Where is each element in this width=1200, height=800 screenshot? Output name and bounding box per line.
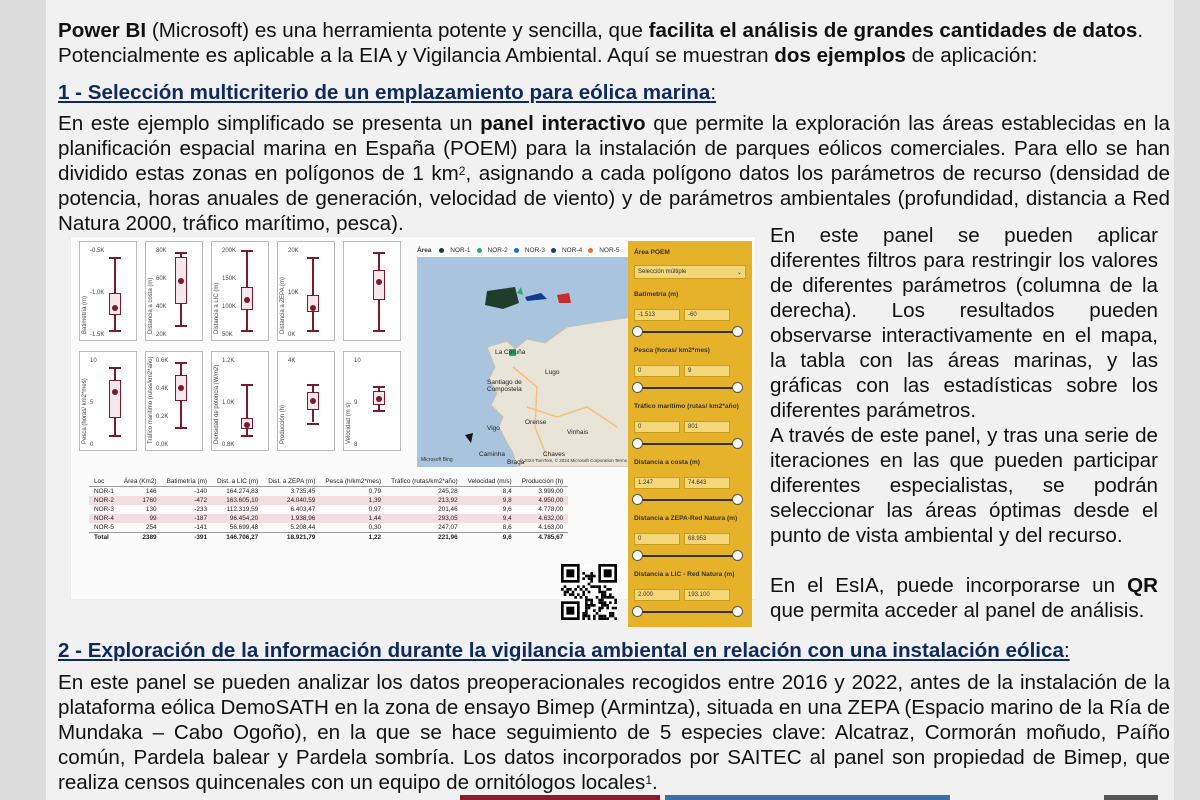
map-credit-text: © 2024 TomTom, © 2024 Microsoft Corporation Terms bbox=[519, 458, 627, 463]
table-cell: 4.778,00 bbox=[538, 506, 564, 513]
table-cell: 146.706,27 bbox=[212, 533, 263, 543]
chart-tick: 1.0K bbox=[222, 400, 235, 406]
row2-chart bbox=[211, 351, 269, 451]
chart-ylabel: Distancia a ZEPA (m) bbox=[280, 277, 286, 334]
intro-text: Potencialmente es aplicable a la EIA y Vigilancia Ambiental. Aquí se muestran bbox=[58, 44, 775, 67]
chart-tick: 10 bbox=[90, 358, 97, 364]
table-row bbox=[89, 487, 568, 497]
filter-max-input: -60 bbox=[684, 309, 730, 321]
row2-chart bbox=[343, 351, 401, 451]
whisker-cap bbox=[307, 257, 319, 259]
table-cell: 5.208,44 bbox=[290, 524, 316, 531]
table-cell: 4.785,67 bbox=[517, 533, 569, 543]
filter-min-input: 0 bbox=[634, 421, 680, 433]
chart-tick: 0.2K bbox=[156, 414, 169, 420]
side-text-b bbox=[770, 423, 1158, 548]
side-text-a bbox=[770, 223, 1158, 423]
table-cell: 1,22 bbox=[320, 533, 386, 543]
table-cell: 146 bbox=[145, 488, 157, 495]
bing-brand: Microsoft Bing bbox=[421, 457, 453, 463]
row1-chart bbox=[145, 241, 203, 341]
whisker-cap bbox=[175, 362, 187, 364]
whisker-cap bbox=[109, 330, 121, 332]
table-cell: Total bbox=[89, 533, 119, 543]
table-cell: 99 bbox=[119, 514, 162, 523]
table-cell: NOR-4 bbox=[89, 514, 119, 523]
whisker-cap bbox=[307, 384, 319, 386]
table-header: Dist. a LIC (m) bbox=[212, 477, 263, 487]
map-label: Vinhais bbox=[567, 429, 589, 436]
legend-dot bbox=[551, 248, 556, 253]
chart-ylabel: Producción (h) bbox=[280, 404, 286, 444]
table-row bbox=[89, 496, 568, 505]
chart-ylabel: Tráfico marítimo (rutas/km2*año) bbox=[148, 356, 154, 444]
legend-item: NOR-4 bbox=[551, 247, 582, 254]
table-cell: 8,6 bbox=[502, 524, 512, 531]
table-body bbox=[89, 487, 568, 543]
intro-bold: facilita el análisis de grandes cantidades de datos bbox=[648, 19, 1138, 42]
slider-handle-max[interactable] bbox=[732, 326, 743, 337]
slider-handle-min[interactable] bbox=[632, 550, 643, 561]
filter-title: Distancia a ZEPA-Red Natura (m) bbox=[634, 515, 738, 522]
side-text: En el EsIA, puede incorporarse un bbox=[770, 574, 1128, 597]
areas-table bbox=[89, 477, 568, 542]
section1-text: En este ejemplo simplificado se presenta un bbox=[58, 112, 481, 135]
table-cell: 24.040,59 bbox=[263, 496, 320, 505]
legend-item: NOR-2 bbox=[477, 247, 508, 254]
map[interactable] bbox=[417, 257, 631, 467]
chart-tick: 10 bbox=[354, 358, 361, 364]
median-point bbox=[178, 278, 184, 284]
chart-tick: 80K bbox=[156, 248, 167, 254]
table-cell: NOR-3 bbox=[94, 506, 114, 513]
row2-chart bbox=[145, 351, 203, 451]
whisker-cap bbox=[307, 330, 319, 332]
whisker bbox=[312, 257, 314, 330]
chart-tick: 20K bbox=[156, 332, 167, 338]
table-cell: 201,46 bbox=[438, 506, 458, 513]
legend-dot bbox=[514, 248, 519, 253]
left-margin bbox=[0, 0, 46, 800]
chart-tick: 0.8K bbox=[222, 442, 235, 448]
whisker-cap bbox=[373, 410, 385, 412]
chart-tick: -0.5K bbox=[90, 248, 105, 254]
whisker-cap bbox=[241, 250, 253, 252]
intro-paragraph bbox=[58, 18, 1170, 68]
intro-text: (Microsoft) es una herramienta potente y sencilla, que bbox=[146, 19, 649, 42]
map-label: La Coruña bbox=[495, 349, 526, 356]
chart-tick: 9 bbox=[354, 400, 358, 406]
chart-tick: 40K bbox=[156, 304, 167, 310]
qr-code[interactable] bbox=[561, 564, 617, 620]
filter-min-input: 2.000 bbox=[634, 589, 680, 601]
table-cell: -391 bbox=[162, 533, 212, 543]
table-cell: NOR-5 bbox=[94, 524, 114, 531]
chart-ylabel: Distancia a LIC (m) bbox=[214, 282, 220, 334]
chart-tick: 150K bbox=[222, 276, 237, 282]
filter-title: Batimetría (m) bbox=[634, 291, 679, 298]
heading-colon: : bbox=[1063, 639, 1070, 662]
table-cell: 221,96 bbox=[386, 533, 463, 543]
table-header: Loc bbox=[89, 477, 119, 487]
bottom-image-red bbox=[460, 795, 660, 800]
qr-code-pattern bbox=[561, 564, 617, 620]
poem-dropdown[interactable] bbox=[634, 265, 746, 279]
chart-tick: 0.0K bbox=[156, 442, 169, 448]
slider-handle-min[interactable] bbox=[632, 606, 643, 617]
chart-tick: 8 bbox=[354, 442, 358, 448]
heading-colon: : bbox=[710, 81, 717, 104]
table-cell: 213,92 bbox=[386, 496, 463, 505]
table-cell: 1,39 bbox=[320, 496, 386, 505]
table-row bbox=[89, 505, 568, 514]
row1-chart bbox=[277, 241, 335, 341]
side-text: A través de este panel, y tras una serie de iteraciones en las que pueden participar diferentes especialistas, se podrán seleccionar las áreas óptimas desde el punto de vista ambiental y del recurso. bbox=[770, 424, 1158, 547]
whisker-cap bbox=[109, 367, 121, 369]
legend-dot bbox=[588, 248, 593, 253]
table-cell: 6.403,47 bbox=[290, 506, 316, 513]
whisker-cap bbox=[175, 325, 187, 327]
table-row bbox=[89, 523, 568, 533]
bottom-image-qr bbox=[1104, 795, 1158, 800]
table-cell: 4.950,00 bbox=[517, 496, 569, 505]
table-cell: -140 bbox=[194, 488, 208, 495]
chart-tick: 0.4K bbox=[156, 386, 169, 392]
table-header: Velocidad (m/s) bbox=[463, 477, 517, 487]
section2-heading-text: 2 - Exploración de la información durante la vigilancia ambiental en relación con una instalación eólica bbox=[58, 639, 1064, 662]
intro-bold: dos ejemplos bbox=[774, 44, 906, 67]
table-cell: 1,44 bbox=[320, 514, 386, 523]
map-label: Lugo bbox=[545, 369, 560, 376]
filter-max-input: 193.100 bbox=[684, 589, 730, 601]
table-cell: -187 bbox=[162, 514, 212, 523]
section2-text: En este panel se pueden analizar los datos preoperacionales recogidos entre 2016 y 2022, antes de la instalación de la plataforma eólica DemoSATH en la zona de ensayo Bimep (Armintza), situada en una ZEPA (Espacio marino de la Ría de Mundaka – Cabo Ogoño), en la que se hace seguimiento de 5 especies clave: Alcatraz, Cormorán moñudo, Paíño común, Pardela balear y Pardela sombría. Los datos incorporados por SAITEC al panel son propiedad de Bimep, que realiza censos quincenales con un equipo de ornitólogos locales bbox=[58, 671, 1170, 794]
slider-handle-max[interactable] bbox=[732, 606, 743, 617]
slider-handle-max[interactable] bbox=[732, 438, 743, 449]
table-cell: 2389 bbox=[119, 533, 162, 543]
table-cell: -141 bbox=[194, 524, 208, 531]
table-cell: 9,6 bbox=[502, 506, 512, 513]
box-iqr bbox=[109, 380, 121, 419]
table-cell: 1.938,96 bbox=[263, 514, 320, 523]
table-header: Área (Km2) bbox=[119, 477, 162, 487]
section2-paragraph bbox=[58, 670, 1170, 795]
superscript: 2 bbox=[458, 164, 466, 178]
powerbi-dashboard bbox=[70, 236, 756, 600]
table-cell: 0,79 bbox=[368, 488, 382, 495]
table-cell: 254 bbox=[145, 524, 157, 531]
footnote-ref: 1 bbox=[645, 773, 653, 787]
slider-handle-min[interactable] bbox=[632, 382, 643, 393]
slider-track bbox=[636, 331, 740, 333]
legend-items bbox=[439, 247, 625, 254]
chart-tick: 5 bbox=[90, 400, 94, 406]
legend-dot bbox=[477, 248, 482, 253]
chart-tick: 60K bbox=[156, 276, 167, 282]
table-cell: 247,07 bbox=[438, 524, 458, 531]
row1-chart bbox=[79, 241, 137, 341]
bing-logo bbox=[421, 457, 453, 463]
section1-heading bbox=[58, 80, 716, 105]
table-cell: 56.699,48 bbox=[229, 524, 259, 531]
median-point bbox=[244, 297, 250, 303]
filter-max-input: 74.643 bbox=[684, 477, 730, 489]
table-row bbox=[89, 514, 568, 523]
filter-title: Pesca (horas/ km2*mes) bbox=[634, 347, 710, 354]
filter-min-input: 0 bbox=[634, 365, 680, 377]
table-header: Producción (h) bbox=[517, 477, 569, 487]
whisker-cap bbox=[373, 386, 385, 388]
table-cell: 0,97 bbox=[368, 506, 382, 513]
chart-ylabel: Batimetría (m) bbox=[82, 295, 88, 334]
table-header: Tráfico (rutas/km2*año) bbox=[386, 477, 463, 487]
chart-ylabel: Pesca (horas/ km2*mes) bbox=[82, 378, 88, 444]
table-cell: 96.454,20 bbox=[212, 514, 263, 523]
table-cell: 130 bbox=[145, 506, 157, 513]
right-margin bbox=[1174, 0, 1200, 800]
filter-title: Tráfico marítimo (rutas/ km2*año) bbox=[634, 403, 739, 410]
bottom-image-blue bbox=[665, 795, 950, 800]
map-label: Orense bbox=[525, 419, 547, 426]
table-cell: 4.163,00 bbox=[538, 524, 564, 531]
whisker-cap bbox=[373, 252, 385, 254]
section2-text: . bbox=[652, 771, 658, 794]
slider-track bbox=[636, 443, 740, 445]
table-header: Pesca (h/km2*mes) bbox=[320, 477, 386, 487]
filter-max-input: 801 bbox=[684, 421, 730, 433]
whisker-cap bbox=[307, 423, 319, 425]
chevron-down-icon: ⌄ bbox=[736, 270, 742, 276]
whisker-cap bbox=[175, 252, 187, 254]
table-cell: 0,30 bbox=[368, 524, 382, 531]
legend-item: NOR-3 bbox=[514, 247, 545, 254]
slider-track bbox=[636, 611, 740, 613]
whisker-cap bbox=[241, 384, 253, 386]
filter-min-input: 0 bbox=[634, 533, 680, 545]
map-legend bbox=[417, 247, 631, 254]
slider-track bbox=[636, 387, 740, 389]
chart-ylabel: Distancia a costa (m) bbox=[148, 277, 154, 334]
whisker-cap bbox=[373, 330, 385, 332]
side-text-c bbox=[770, 573, 1158, 623]
chart-tick: 10K bbox=[288, 290, 299, 296]
chart-ylabel: Densidad de potencia (W/m2) bbox=[214, 364, 220, 444]
intro-text: . bbox=[1137, 19, 1144, 42]
filter-max-input: 68.953 bbox=[684, 533, 730, 545]
table-cell: 1760 bbox=[119, 496, 162, 505]
table-cell: 164.274,83 bbox=[226, 488, 259, 495]
chart-tick: 0 bbox=[90, 442, 94, 448]
table-cell: 9,8 bbox=[463, 496, 517, 505]
map-graphic bbox=[417, 257, 631, 467]
chart-tick: 20K bbox=[288, 248, 299, 254]
filter-title: Distancia a LIC - Red Natura (m) bbox=[634, 571, 735, 578]
intro-text: de aplicación: bbox=[905, 44, 1038, 67]
map-label: Santiago de Compostela bbox=[487, 379, 522, 393]
table-cell: 293,05 bbox=[386, 514, 463, 523]
slider-track bbox=[636, 555, 740, 557]
section1-heading-text: 1 - Selección multicriterio de un emplazamiento para eólica marina bbox=[58, 81, 711, 104]
table-cell: 8,4 bbox=[502, 488, 512, 495]
map-label: Vigo bbox=[487, 425, 500, 432]
section1-text: que permite la exploración las áreas establecidas en la planificación espacial marina en España (POEM) para la instalación de parques eólicos comerciales. Para ello se han dividido estas zonas en polígonos de 1 km bbox=[58, 112, 1170, 185]
section2-heading bbox=[58, 638, 1070, 663]
filter-min-input: -1.513 bbox=[634, 309, 680, 321]
filter-title: Distancia a costa (m) bbox=[634, 459, 700, 466]
side-text: En este panel se pueden aplicar diferentes filtros para restringir los valores de diferentes parámetros (columna de la derecha). Los resultados pueden observarse interactivamente en el mapa, la tabla con las áreas marinas, y las gráficas con las estadísticas sobre los diferentes parámetros. bbox=[770, 224, 1158, 422]
whisker-cap bbox=[109, 435, 121, 437]
map-label: Caminha bbox=[479, 451, 506, 458]
chart-tick: -1.0K bbox=[90, 290, 105, 296]
whisker-cap bbox=[241, 435, 253, 437]
map-label: Braga bbox=[507, 459, 525, 466]
chart-ylabel: Velocidad (m s) bbox=[346, 402, 352, 444]
chart-tick: 4K bbox=[288, 358, 296, 364]
table-total-row bbox=[89, 533, 568, 543]
section1-paragraph bbox=[58, 111, 1170, 236]
whisker-cap bbox=[241, 330, 253, 332]
poem-dropdown-value: Selección múltiple bbox=[638, 269, 687, 275]
table-header: Dist. a ZEPA (m) bbox=[263, 477, 320, 487]
chart-tick: -1.5K bbox=[90, 332, 105, 338]
poem-filter-title: Área POEM bbox=[634, 249, 670, 256]
table-cell: 4.632,00 bbox=[517, 514, 569, 523]
table-cell: NOR-2 bbox=[89, 496, 119, 505]
table-cell: 112.319,59 bbox=[226, 506, 259, 513]
slider-handle-min[interactable] bbox=[632, 326, 643, 337]
table-cell: 3.999,00 bbox=[538, 488, 564, 495]
table-cell: -233 bbox=[194, 506, 208, 513]
filter-panel bbox=[628, 241, 752, 627]
slider-handle-max[interactable] bbox=[732, 382, 743, 393]
row2-chart bbox=[79, 351, 137, 451]
whisker-cap bbox=[109, 257, 121, 259]
section1-text: , asignando a cada polígono datos los parámetros de recurso (densidad de potencia, horas anuales de generación, velocidad de viento) y de parámetros ambientales (profundidad, distancia a Red Natura 2000, tráfico marítimo, pesca). bbox=[58, 162, 1171, 235]
table-cell: -472 bbox=[162, 496, 212, 505]
chart-tick: 100K bbox=[222, 304, 237, 310]
section1-bold: panel interactivo bbox=[480, 112, 646, 135]
median-point bbox=[310, 398, 316, 404]
side-text: que permita acceder al panel de análisis. bbox=[770, 599, 1145, 622]
slider-handle-max[interactable] bbox=[732, 494, 743, 505]
table-cell: 245,28 bbox=[438, 488, 458, 495]
slider-track bbox=[636, 499, 740, 501]
chart-tick: 0.6K bbox=[156, 358, 169, 364]
row1-chart bbox=[343, 241, 401, 341]
chart-tick: 200K bbox=[222, 248, 237, 254]
box-iqr bbox=[109, 293, 121, 315]
table-cell: NOR-1 bbox=[94, 488, 114, 495]
table-cell: 18.921,79 bbox=[263, 533, 320, 543]
chart-tick: 1.2K bbox=[222, 358, 235, 364]
table-cell: 163.605,10 bbox=[212, 496, 263, 505]
legend-item: NOR-5 bbox=[588, 247, 619, 254]
slider-handle-max[interactable] bbox=[732, 550, 743, 561]
slider-handle-min[interactable] bbox=[632, 438, 643, 449]
table-header: Batimetría (m) bbox=[162, 477, 212, 487]
legend-title: Área bbox=[417, 247, 432, 254]
slider-handle-min[interactable] bbox=[632, 494, 643, 505]
chart-tick: 50K bbox=[222, 332, 233, 338]
qr-term: QR bbox=[1127, 574, 1158, 597]
legend-dot bbox=[439, 248, 444, 253]
whisker-cap bbox=[175, 427, 187, 429]
table-cell: 9,6 bbox=[463, 533, 517, 543]
map-label: Chaves bbox=[543, 451, 566, 458]
row2-chart bbox=[277, 351, 335, 451]
powerbi-term: Power BI bbox=[58, 19, 147, 42]
chart-tick: 0K bbox=[288, 332, 296, 338]
row1-chart bbox=[211, 241, 269, 341]
filter-max-input: 9 bbox=[684, 365, 730, 377]
table-cell: 3.735,45 bbox=[290, 488, 316, 495]
table-cell: 9,4 bbox=[463, 514, 517, 523]
map-credit bbox=[519, 458, 627, 463]
legend-item: NOR-1 bbox=[439, 247, 470, 254]
filter-min-input: 1.247 bbox=[634, 477, 680, 489]
table-header-row bbox=[89, 477, 568, 487]
